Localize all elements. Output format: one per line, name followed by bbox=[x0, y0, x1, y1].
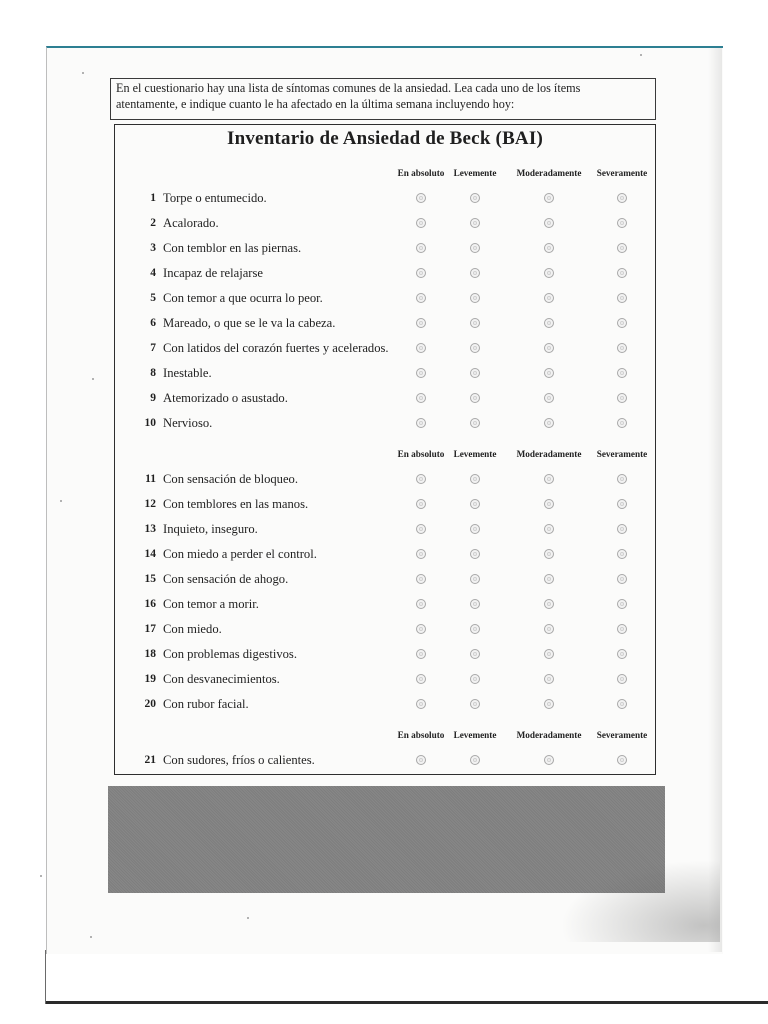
radio-en-absoluto[interactable] bbox=[416, 755, 426, 765]
scan-speck bbox=[640, 54, 642, 56]
column-header-levemente: Levemente bbox=[453, 168, 497, 178]
form-title-box bbox=[114, 124, 656, 153]
radio-moderadamente[interactable] bbox=[544, 343, 554, 353]
question-number: 9 bbox=[150, 392, 156, 404]
radio-severamente[interactable] bbox=[617, 499, 627, 509]
radio-levemente[interactable] bbox=[470, 393, 480, 403]
question-number: 18 bbox=[144, 648, 156, 660]
column-header-en-absoluto: En absoluto bbox=[397, 449, 445, 459]
radio-severamente[interactable] bbox=[617, 574, 627, 584]
question-number: 6 bbox=[150, 317, 156, 329]
radio-en-absoluto[interactable] bbox=[416, 343, 426, 353]
radio-severamente[interactable] bbox=[617, 343, 627, 353]
question-row bbox=[0, 667, 768, 691]
radio-moderadamente[interactable] bbox=[544, 318, 554, 328]
radio-levemente[interactable] bbox=[470, 699, 480, 709]
question-text: Nervioso. bbox=[163, 416, 213, 430]
radio-levemente[interactable] bbox=[470, 474, 480, 484]
radio-moderadamente[interactable] bbox=[544, 755, 554, 765]
radio-en-absoluto[interactable] bbox=[416, 318, 426, 328]
question-row bbox=[0, 467, 768, 491]
radio-severamente[interactable] bbox=[617, 293, 627, 303]
radio-en-absoluto[interactable] bbox=[416, 418, 426, 428]
radio-en-absoluto[interactable] bbox=[416, 624, 426, 634]
radio-moderadamente[interactable] bbox=[544, 218, 554, 228]
question-row bbox=[0, 236, 768, 260]
question-text: Con temor a morir. bbox=[163, 597, 259, 611]
question-number: 16 bbox=[144, 598, 156, 610]
column-header-moderadamente: Moderadamente bbox=[516, 730, 582, 740]
question-row bbox=[0, 748, 768, 772]
radio-levemente[interactable] bbox=[470, 343, 480, 353]
page-edge-line bbox=[45, 950, 46, 1004]
question-text: Con latidos del corazón fuertes y acelerados. bbox=[163, 341, 389, 355]
question-number: 12 bbox=[144, 498, 156, 510]
radio-levemente[interactable] bbox=[470, 318, 480, 328]
question-row bbox=[0, 692, 768, 716]
radio-severamente[interactable] bbox=[617, 193, 627, 203]
radio-en-absoluto[interactable] bbox=[416, 293, 426, 303]
question-text: Con miedo. bbox=[163, 622, 222, 636]
radio-en-absoluto[interactable] bbox=[416, 368, 426, 378]
radio-severamente[interactable] bbox=[617, 599, 627, 609]
radio-moderadamente[interactable] bbox=[544, 574, 554, 584]
radio-severamente[interactable] bbox=[617, 549, 627, 559]
radio-en-absoluto[interactable] bbox=[416, 599, 426, 609]
question-row bbox=[0, 211, 768, 235]
column-header-severamente: Severamente bbox=[596, 449, 648, 459]
radio-moderadamente[interactable] bbox=[544, 193, 554, 203]
radio-severamente[interactable] bbox=[617, 649, 627, 659]
question-row bbox=[0, 261, 768, 285]
radio-severamente[interactable] bbox=[617, 674, 627, 684]
column-header-severamente: Severamente bbox=[596, 168, 648, 178]
radio-moderadamente[interactable] bbox=[544, 368, 554, 378]
radio-levemente[interactable] bbox=[470, 649, 480, 659]
radio-en-absoluto[interactable] bbox=[416, 393, 426, 403]
question-number: 19 bbox=[144, 673, 156, 685]
column-header-row bbox=[0, 440, 768, 468]
question-text: Con temor a que ocurra lo peor. bbox=[163, 291, 323, 305]
radio-severamente[interactable] bbox=[617, 474, 627, 484]
radio-levemente[interactable] bbox=[470, 293, 480, 303]
question-row bbox=[0, 592, 768, 616]
question-text: Con temblores en las manos. bbox=[163, 497, 309, 511]
question-text: Acalorado. bbox=[163, 216, 219, 230]
instructions-line-1: En el cuestionario hay una lista de síntomas comunes de la ansiedad. Lea cada uno de los ítems bbox=[116, 81, 581, 95]
question-text: Torpe o entumecido. bbox=[163, 191, 267, 205]
radio-levemente[interactable] bbox=[470, 418, 480, 428]
radio-en-absoluto[interactable] bbox=[416, 649, 426, 659]
question-number: 2 bbox=[150, 217, 156, 229]
question-number: 21 bbox=[144, 754, 156, 766]
radio-en-absoluto[interactable] bbox=[416, 549, 426, 559]
scan-speck bbox=[82, 72, 84, 74]
question-text: Inestable. bbox=[163, 366, 212, 380]
radio-severamente[interactable] bbox=[617, 524, 627, 534]
question-number: 7 bbox=[150, 342, 156, 354]
question-number: 1 bbox=[150, 192, 156, 204]
question-number: 10 bbox=[144, 417, 156, 429]
radio-en-absoluto[interactable] bbox=[416, 524, 426, 534]
radio-moderadamente[interactable] bbox=[544, 699, 554, 709]
radio-moderadamente[interactable] bbox=[544, 674, 554, 684]
radio-severamente[interactable] bbox=[617, 218, 627, 228]
column-header-en-absoluto: En absoluto bbox=[397, 730, 445, 740]
question-number: 15 bbox=[144, 573, 156, 585]
question-number: 5 bbox=[150, 292, 156, 304]
instructions-line-2: atentamente, e indique cuanto le ha afectado en la última semana incluyendo hoy: bbox=[116, 97, 515, 111]
question-row bbox=[0, 186, 768, 210]
question-text: Con desvanecimientos. bbox=[163, 672, 280, 686]
radio-severamente[interactable] bbox=[617, 243, 627, 253]
radio-severamente[interactable] bbox=[617, 368, 627, 378]
column-header-moderadamente: Moderadamente bbox=[516, 449, 582, 459]
question-text: Incapaz de relajarse bbox=[163, 266, 263, 280]
radio-en-absoluto[interactable] bbox=[416, 699, 426, 709]
question-text: Con sudores, fríos o calientes. bbox=[163, 753, 315, 767]
radio-levemente[interactable] bbox=[470, 755, 480, 765]
column-header-row bbox=[0, 721, 768, 749]
radio-en-absoluto[interactable] bbox=[416, 474, 426, 484]
question-text: Mareado, o que se le va la cabeza. bbox=[163, 316, 336, 330]
question-text: Con problemas digestivos. bbox=[163, 647, 297, 661]
radio-moderadamente[interactable] bbox=[544, 474, 554, 484]
radio-en-absoluto[interactable] bbox=[416, 499, 426, 509]
question-number: 11 bbox=[145, 473, 156, 485]
radio-levemente[interactable] bbox=[470, 549, 480, 559]
column-header-row bbox=[0, 159, 768, 187]
radio-levemente[interactable] bbox=[470, 624, 480, 634]
question-row bbox=[0, 386, 768, 410]
radio-severamente[interactable] bbox=[617, 699, 627, 709]
question-row bbox=[0, 286, 768, 310]
radio-en-absoluto[interactable] bbox=[416, 268, 426, 278]
column-header-en-absoluto: En absoluto bbox=[397, 168, 445, 178]
question-text: Con miedo a perder el control. bbox=[163, 547, 317, 561]
radio-severamente[interactable] bbox=[617, 268, 627, 278]
question-row bbox=[0, 567, 768, 591]
question-number: 14 bbox=[144, 548, 156, 560]
radio-moderadamente[interactable] bbox=[544, 499, 554, 509]
radio-levemente[interactable] bbox=[470, 193, 480, 203]
radio-en-absoluto[interactable] bbox=[416, 674, 426, 684]
radio-severamente[interactable] bbox=[617, 755, 627, 765]
question-text: Con rubor facial. bbox=[163, 697, 249, 711]
instructions-box bbox=[110, 78, 656, 120]
radio-levemente[interactable] bbox=[470, 268, 480, 278]
radio-severamente[interactable] bbox=[617, 318, 627, 328]
column-header-levemente: Levemente bbox=[453, 449, 497, 459]
question-text: Inquieto, inseguro. bbox=[163, 522, 258, 536]
column-header-moderadamente: Moderadamente bbox=[516, 168, 582, 178]
question-number: 13 bbox=[144, 523, 156, 535]
question-number: 17 bbox=[144, 623, 156, 635]
question-row bbox=[0, 492, 768, 516]
radio-en-absoluto[interactable] bbox=[416, 574, 426, 584]
form-title: Inventario de Ansiedad de Beck (BAI) bbox=[227, 127, 543, 149]
radio-moderadamente[interactable] bbox=[544, 524, 554, 534]
radio-severamente[interactable] bbox=[617, 624, 627, 634]
radio-severamente[interactable] bbox=[617, 393, 627, 403]
radio-levemente[interactable] bbox=[470, 574, 480, 584]
radio-levemente[interactable] bbox=[470, 218, 480, 228]
radio-moderadamente[interactable] bbox=[544, 624, 554, 634]
radio-levemente[interactable] bbox=[470, 599, 480, 609]
question-text: Atemorizado o asustado. bbox=[163, 391, 288, 405]
question-number: 4 bbox=[150, 267, 156, 279]
column-header-levemente: Levemente bbox=[453, 730, 497, 740]
radio-en-absoluto[interactable] bbox=[416, 218, 426, 228]
question-row bbox=[0, 411, 768, 435]
radio-moderadamente[interactable] bbox=[544, 418, 554, 428]
page-bottom-edge bbox=[46, 1001, 768, 1004]
radio-moderadamente[interactable] bbox=[544, 549, 554, 559]
question-row bbox=[0, 617, 768, 641]
question-text: Con temblor en las piernas. bbox=[163, 241, 302, 255]
question-text: Con sensación de ahogo. bbox=[163, 572, 289, 586]
radio-moderadamente[interactable] bbox=[544, 268, 554, 278]
column-header-severamente: Severamente bbox=[596, 730, 648, 740]
radio-levemente[interactable] bbox=[470, 499, 480, 509]
radio-moderadamente[interactable] bbox=[544, 599, 554, 609]
radio-moderadamente[interactable] bbox=[544, 243, 554, 253]
question-row bbox=[0, 642, 768, 666]
question-text: Con sensación de bloqueo. bbox=[163, 472, 299, 486]
scan-speck bbox=[90, 936, 92, 938]
question-row bbox=[0, 311, 768, 335]
question-row bbox=[0, 542, 768, 566]
radio-en-absoluto[interactable] bbox=[416, 193, 426, 203]
question-number: 3 bbox=[150, 242, 156, 254]
radio-levemente[interactable] bbox=[470, 368, 480, 378]
scan-speck bbox=[247, 917, 249, 919]
radio-severamente[interactable] bbox=[617, 418, 627, 428]
radio-levemente[interactable] bbox=[470, 243, 480, 253]
scan-speck bbox=[40, 875, 42, 877]
radio-en-absoluto[interactable] bbox=[416, 243, 426, 253]
radio-levemente[interactable] bbox=[470, 524, 480, 534]
question-row bbox=[0, 336, 768, 360]
question-row bbox=[0, 517, 768, 541]
radio-moderadamente[interactable] bbox=[544, 393, 554, 403]
radio-levemente[interactable] bbox=[470, 674, 480, 684]
scan-smudge bbox=[560, 860, 720, 942]
radio-moderadamente[interactable] bbox=[544, 649, 554, 659]
question-row bbox=[0, 361, 768, 385]
question-number: 20 bbox=[144, 698, 156, 710]
scan-speck bbox=[60, 500, 62, 502]
scan-speck bbox=[92, 378, 94, 380]
question-number: 8 bbox=[150, 367, 156, 379]
radio-moderadamente[interactable] bbox=[544, 293, 554, 303]
